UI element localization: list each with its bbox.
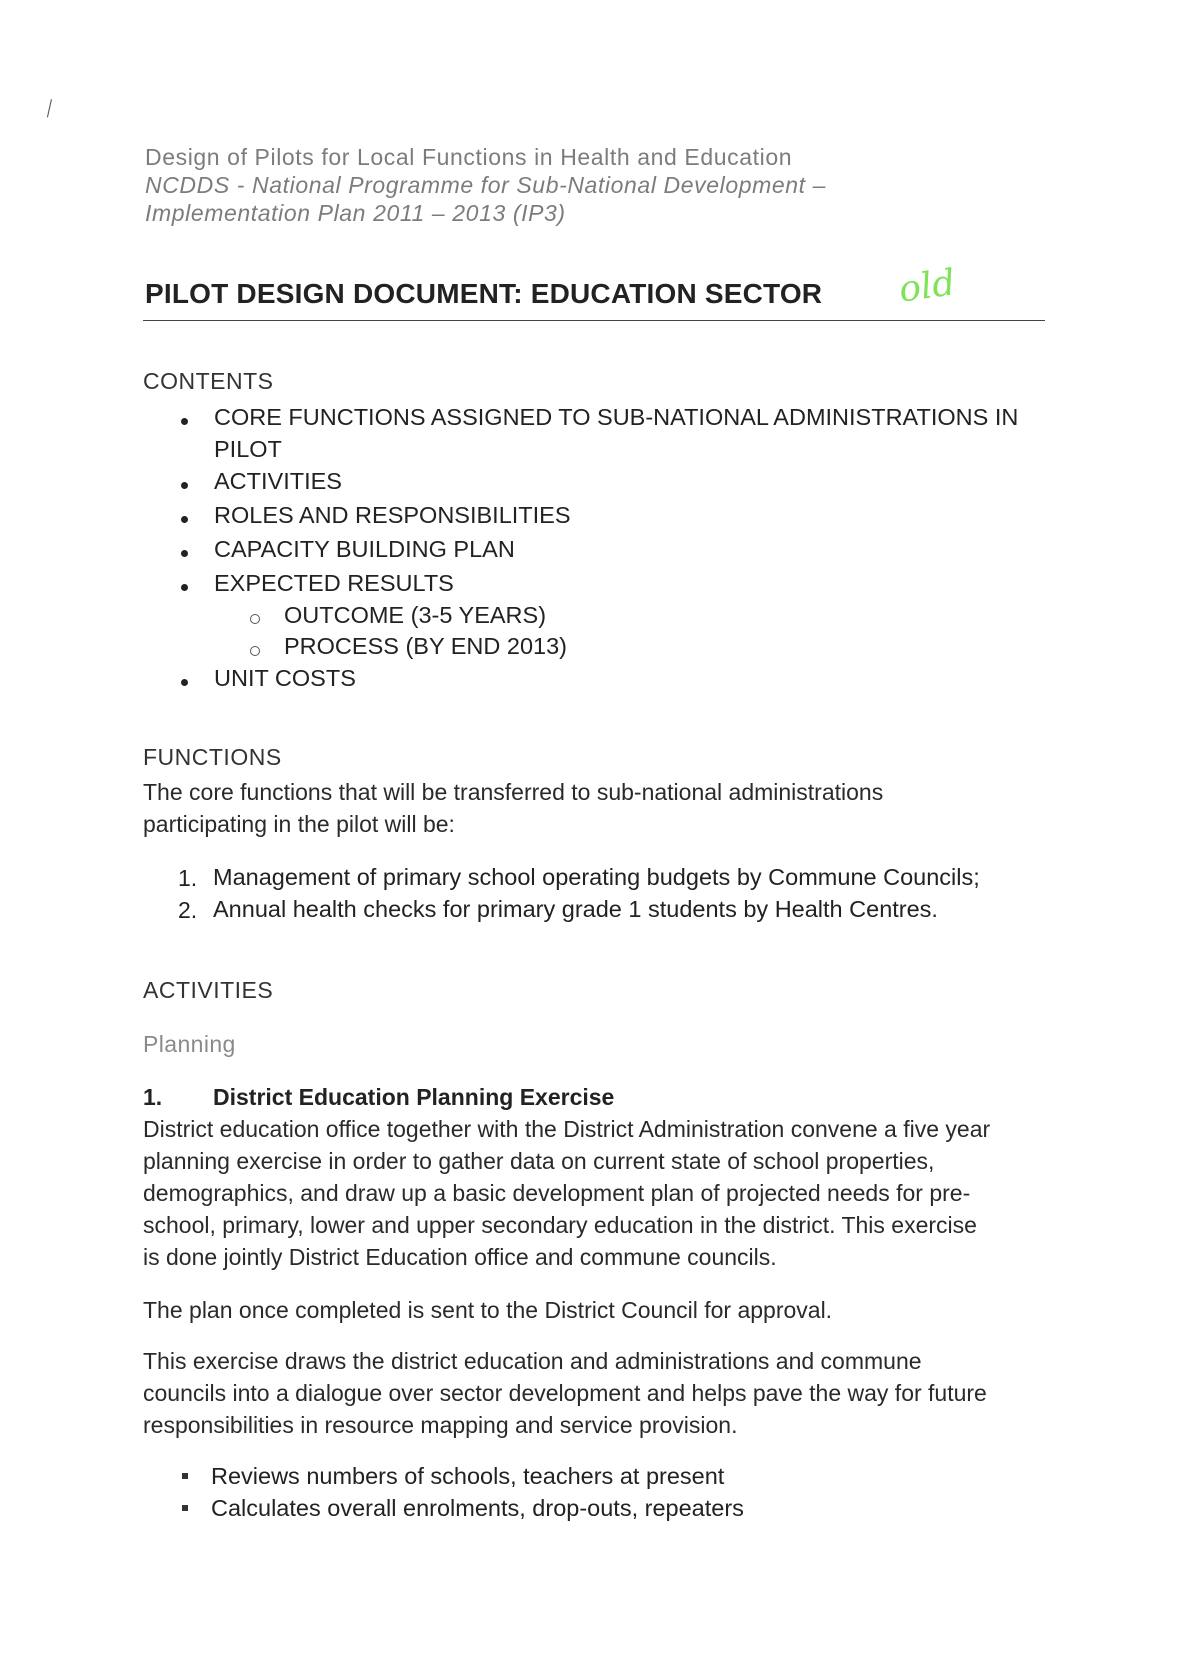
scan-mark: ╲ (41, 99, 58, 117)
contents-item-activities: ACTIVITIES (214, 468, 342, 494)
activities-heading: ACTIVITIES (143, 977, 274, 1003)
square-bullet-icon (182, 1505, 188, 1511)
bullet-icon (181, 516, 188, 523)
functions-item-text: Management of primary school operating budgets by Commune Councils; (213, 864, 980, 890)
exercise-number: 1. (143, 1084, 163, 1110)
paragraph-line: is done jointly District Education office and commune councils. (143, 1244, 777, 1270)
contents-subitem-outcome: OUTCOME (3-5 YEARS) (284, 602, 547, 628)
contents-item-unit-costs: UNIT COSTS (214, 665, 356, 691)
bullet-icon (181, 679, 188, 686)
activity-bullet-item: Calculates overall enrolments, drop-outs, repeaters (211, 1495, 744, 1521)
functions-heading: FUNCTIONS (143, 744, 282, 770)
paragraph-line: responsibilities in resource mapping and service provision. (143, 1412, 738, 1438)
bullet-icon (181, 482, 188, 489)
approval-paragraph: The plan once completed is sent to the District Council for approval. (143, 1297, 833, 1323)
paragraph-line: councils into a dialogue over sector development and helps pave the way for future (143, 1380, 987, 1406)
contents-item-roles: ROLES AND RESPONSIBILITIES (214, 502, 571, 528)
contents-heading: CONTENTS (143, 368, 274, 394)
functions-intro-line-2: participating in the pilot will be: (143, 811, 455, 837)
contents-item-core-functions-cont: PILOT (214, 436, 282, 462)
document-header (145, 143, 826, 227)
old-stamp: old (896, 262, 958, 311)
bullet-icon (181, 584, 188, 591)
header-line-3: Implementation Plan 2011 – 2013 (IP3) (145, 200, 566, 226)
planning-subheading: Planning (143, 1031, 236, 1057)
functions-item-number: 2. (178, 897, 198, 923)
paragraph-line: demographics, and draw up a basic development plan of projected needs for pre- (143, 1180, 971, 1206)
paragraph-line: District education office together with the District Administration convene a five year (143, 1116, 991, 1142)
header-line-1: Design of Pilots for Local Functions in Health and Education (145, 144, 793, 170)
activity-bullet-item: Reviews numbers of schools, teachers at present (211, 1463, 725, 1489)
document-title: PILOT DESIGN DOCUMENT: EDUCATION SECTOR (145, 278, 823, 309)
functions-item-number: 1. (178, 865, 198, 891)
paragraph-line: This exercise draws the district education and administrations and commune (143, 1348, 922, 1374)
contents-item-core-functions: CORE FUNCTIONS ASSIGNED TO SUB-NATIONAL ADMINISTRATIONS IN (214, 404, 1019, 430)
contents-item-capacity: CAPACITY BUILDING PLAN (214, 536, 515, 562)
paragraph-line: school, primary, lower and upper secondary education in the district. This exercise (143, 1212, 977, 1238)
square-bullet-icon (182, 1473, 188, 1479)
header-line-2: NCDDS - National Programme for Sub-National Development – (145, 172, 827, 198)
contents-subitem-process: PROCESS (BY END 2013) (284, 633, 567, 659)
exercise-title: District Education Planning Exercise (213, 1084, 615, 1110)
circle-bullet-icon (250, 614, 260, 624)
functions-item-text: Annual health checks for primary grade 1 students by Health Centres. (213, 896, 938, 922)
paragraph-line: planning exercise in order to gather data on current state of school properties, (143, 1148, 935, 1174)
contents-item-expected-results: EXPECTED RESULTS (214, 570, 454, 596)
bullet-icon (181, 418, 188, 425)
functions-intro-line-1: The core functions that will be transferred to sub-national administrations (143, 779, 884, 805)
bullet-icon (181, 550, 188, 557)
circle-bullet-icon (250, 646, 260, 656)
title-row (143, 262, 1045, 321)
